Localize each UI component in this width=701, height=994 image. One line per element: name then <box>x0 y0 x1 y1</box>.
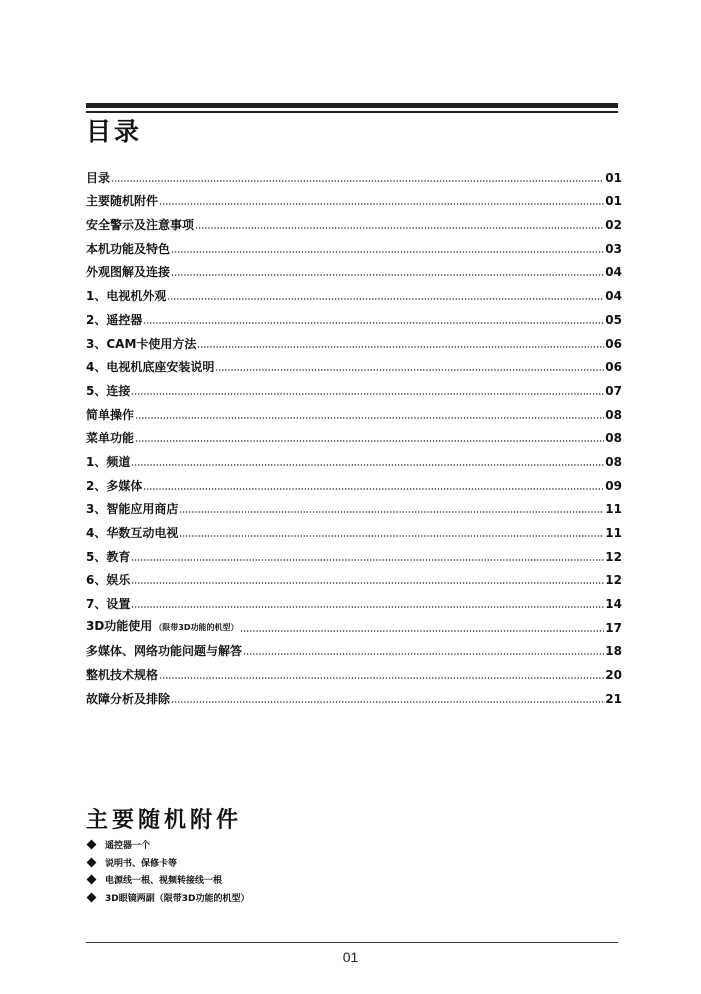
toc-entry-note: （限带3D功能的机型） <box>154 622 239 632</box>
toc-entry-remote[interactable] <box>86 304 622 328</box>
toc-entry-page: 03 <box>605 241 622 256</box>
toc-entry-connection[interactable] <box>86 375 622 399</box>
toc-entry-3d-function[interactable] <box>86 612 622 636</box>
toc-entry-label: 4、电视机底座安装说明 <box>86 360 215 375</box>
toc-entry-page: 01 <box>605 194 622 209</box>
toc-entry-page: 21 <box>605 691 622 706</box>
toc-entry-tv-exterior[interactable] <box>86 280 622 304</box>
page-number: 01 <box>342 949 359 965</box>
dot-leader <box>171 700 604 704</box>
toc-heading: 目录 <box>86 117 143 146</box>
toc-entry-page: 04 <box>605 289 622 304</box>
toc-list <box>86 162 622 707</box>
toc-entry-label: 1、电视机外观 <box>86 289 167 304</box>
accessory-text: 3D眼镜两副（限带3D功能的机型） <box>105 893 250 904</box>
toc-entry-multimedia[interactable] <box>86 470 622 494</box>
toc-entry-label: 故障分析及排除 <box>86 691 171 706</box>
dot-leader <box>243 652 604 656</box>
toc-entry-label: 7、设置 <box>86 597 131 612</box>
toc-entry-label: 2、多媒体 <box>86 478 143 493</box>
toc-entry-page: 14 <box>605 597 622 612</box>
diamond-bullet-icon <box>87 875 97 885</box>
dot-leader <box>179 510 604 514</box>
dot-leader <box>195 226 604 230</box>
toc-entry-cam-card[interactable] <box>86 328 622 352</box>
toc-entry-page: 04 <box>605 265 622 280</box>
accessory-text: 说明书、保修卡等 <box>105 858 178 869</box>
diamond-bullet-icon <box>87 840 97 850</box>
toc-entry-page: 18 <box>605 644 622 659</box>
toc-entry-label: 3、智能应用商店 <box>86 502 179 517</box>
toc-entry-faq[interactable] <box>86 636 622 660</box>
toc-entry-label: 4、华数互动电视 <box>86 526 179 540</box>
toc-entry-page: 11 <box>605 526 622 540</box>
toc-entry-label: 目录 <box>86 170 111 185</box>
toc-entry-label: 1、频道 <box>86 454 131 469</box>
dot-leader <box>240 629 605 633</box>
toc-entry-label: 本机功能及特色 <box>86 241 171 256</box>
toc-entry-label: 主要随机附件 <box>86 194 159 209</box>
accessory-text: 电源线一根、视频转接线一根 <box>105 876 223 886</box>
toc-entry-page: 08 <box>605 431 622 446</box>
dot-leader <box>179 534 604 538</box>
dot-leader <box>135 416 604 420</box>
accessory-text: 遥控器一个 <box>105 841 151 851</box>
toc-entry-label: 5、连接 <box>86 383 131 398</box>
toc-entry-contents[interactable] <box>86 162 622 186</box>
toc-entry-label: 简单操作 <box>86 407 135 422</box>
dot-leader <box>131 605 604 609</box>
toc-entry-stand-install[interactable] <box>86 352 622 376</box>
toc-entry-specs[interactable] <box>86 659 622 683</box>
toc-entry-basic-operation[interactable] <box>86 399 622 423</box>
accessories-list <box>88 838 249 908</box>
toc-entry-page: 12 <box>605 549 622 564</box>
toc-entry-label: 整机技术规格 <box>86 668 159 683</box>
toc-entry-label: 多媒体、网络功能问题与解答 <box>86 644 243 659</box>
header-rule-thick <box>86 103 618 108</box>
dot-leader <box>215 368 604 372</box>
dot-leader <box>197 345 604 349</box>
dot-leader <box>131 463 604 467</box>
toc-entry-page: 11 <box>605 502 622 517</box>
toc-entry-label: 5、教育 <box>86 549 131 564</box>
toc-entry-troubleshooting[interactable] <box>86 683 622 707</box>
toc-entry-label: 3、CAM卡使用方法 <box>86 336 197 351</box>
toc-entry-label <box>86 618 239 636</box>
toc-entry-label: 外观图解及连接 <box>86 265 171 280</box>
toc-entry-label: 安全警示及注意事项 <box>86 218 195 233</box>
toc-entry-page: 05 <box>605 312 622 327</box>
toc-entry-page: 01 <box>605 170 622 185</box>
accessory-item <box>88 873 249 891</box>
accessory-item <box>88 891 249 909</box>
header-rule-thin <box>86 111 618 113</box>
toc-entry-safety[interactable] <box>86 209 622 233</box>
dot-leader <box>111 179 604 183</box>
toc-entry-accessories[interactable] <box>86 186 622 210</box>
dot-leader <box>143 321 604 325</box>
toc-entry-education[interactable] <box>86 541 622 565</box>
toc-entry-label: 菜单功能 <box>86 431 135 446</box>
toc-entry-settings[interactable] <box>86 588 622 612</box>
dot-leader <box>159 676 604 680</box>
accessory-item <box>88 856 249 874</box>
toc-entry-page: 08 <box>605 454 622 469</box>
toc-entry-page: 17 <box>605 620 622 635</box>
toc-entry-page: 07 <box>605 383 622 398</box>
dot-leader <box>167 297 604 301</box>
toc-entry-entertainment[interactable] <box>86 565 622 589</box>
dot-leader <box>171 273 604 277</box>
toc-entry-label-text: 3D功能使用 <box>86 618 153 633</box>
toc-entry-appearance[interactable] <box>86 257 622 281</box>
dot-leader <box>143 487 604 491</box>
toc-entry-page: 06 <box>605 360 622 375</box>
toc-entry-menu-functions[interactable] <box>86 423 622 447</box>
accessories-heading: 主要随机附件 <box>86 808 243 833</box>
toc-entry-page: 20 <box>605 668 622 683</box>
dot-leader <box>159 202 604 206</box>
toc-entry-label: 2、遥控器 <box>86 312 143 327</box>
toc-entry-features[interactable] <box>86 233 622 257</box>
toc-entry-page: 12 <box>605 573 622 588</box>
dot-leader <box>131 392 604 396</box>
dot-leader <box>171 250 604 254</box>
toc-entry-label: 6、娱乐 <box>86 573 131 588</box>
toc-entry-app-store[interactable] <box>86 494 622 518</box>
toc-entry-channels[interactable] <box>86 446 622 470</box>
diamond-bullet-icon <box>87 857 97 867</box>
toc-entry-page: 02 <box>605 218 622 233</box>
toc-entry-page: 08 <box>605 407 622 422</box>
dot-leader <box>135 439 604 443</box>
toc-entry-interactive-tv[interactable] <box>86 517 622 541</box>
toc-entry-page: 09 <box>605 478 622 493</box>
accessory-item <box>88 838 249 856</box>
toc-entry-page: 06 <box>605 336 622 351</box>
diamond-bullet-icon <box>87 892 97 902</box>
dot-leader <box>131 581 604 585</box>
dot-leader <box>131 558 604 562</box>
footer-rule <box>86 942 618 943</box>
